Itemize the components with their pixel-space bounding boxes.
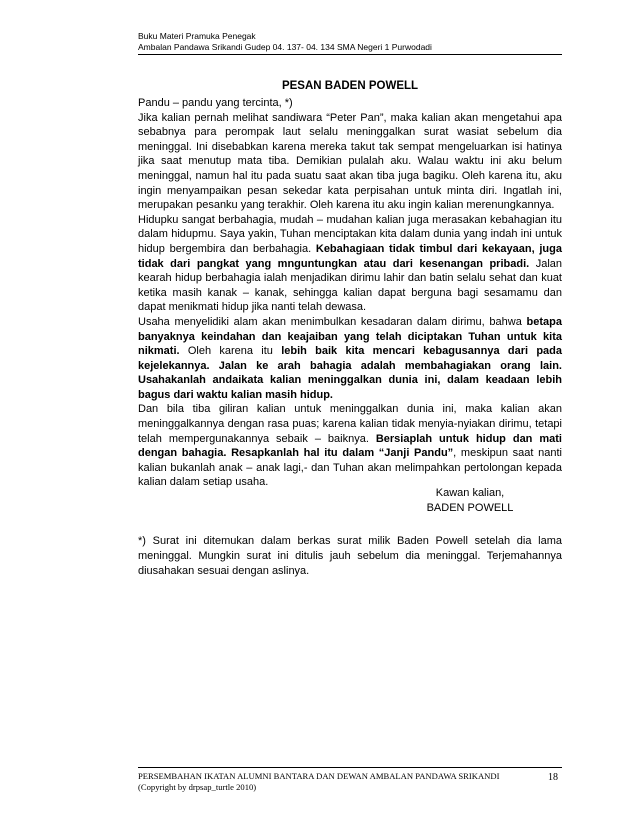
paragraph-2-text-c: Jalan kearah hidup berbahagia ialah menjadikan dirimu lahir dan batin selalu sehat dan kuat ketika masih kanak – kanak, sehingga kalian dapat berguna bagi sesamamu dan dapat menikmati hidup jika nanti telah dewasa.: [138, 257, 562, 314]
footer-publisher: PERSEMBAHAN IKATAN ALUMNI BANTARA DAN DEWAN AMBALAN PANDAWA SRIKANDI: [138, 771, 500, 781]
footnote: *) Surat ini ditemukan dalam berkas surat milik Baden Powell setelah dia lama meninggal. Mungkin surat ini ditulis jauh sebelum dia meninggal. Terjemahannya diusahakan sesuai dengan aslinya.: [138, 535, 562, 577]
footer-copyright: (Copyright by drpsap_turtle 2010): [138, 782, 257, 792]
header-subtitle: Ambalan Pandawa Srikandi Gudep 04. 137- 04. 134 SMA Negeri 1 Purwodadi: [138, 42, 562, 55]
paragraph-4-text-a: Dan bila tiba giliran kalian untuk meninggalkan dunia ini, maka kalian akan meninggalkannya dengan rasa puas; karena kalian tidak menyia-nyiakan dirimu, tetapi telah mempergunakannya sebaik – baiknya.: [138, 403, 562, 445]
paragraph-3: [138, 315, 562, 403]
paragraph-3-text-c: Oleh karena itu: [179, 345, 282, 358]
running-header: [138, 31, 562, 55]
header-book-title: Buku Materi Pramuka Penegak: [138, 31, 256, 41]
letter-body: [138, 96, 562, 490]
paragraph-3-bold-d: lebih baik kita mencari kebagusannya dari pada kejelekannya. Jalan ke arah bahagia adalah membahagiakan orang lain. Usahakanlah andaikata kalian meninggalkan dunia ini, dalam keadaan lebih bagus dari waktu kalian masih hidup.: [138, 345, 562, 401]
paragraph-3-bold-b: betapa banyaknya keindahan dan keajaiban yang telah diciptakan Tuhan untuk kita nikmati.: [138, 315, 562, 358]
paragraph-3-text-a: Usaha menyelidiki alam akan menimbulkan kesadaran dalam dirimu, bahwa: [138, 315, 527, 328]
salutation: Pandu – pandu yang tercinta, *): [138, 97, 293, 109]
paragraph-4-bold: Bersiaplah untuk hidup dan mati dengan bahagia. Resapkanlah hal itu dalam “Janji Pandu”: [138, 432, 562, 460]
paragraph-2: [138, 213, 562, 315]
paragraph-4-text-c: , meskipun saat nanti kalian bukanlah anak – anak lagi,- dan Tuhan akan melimpahkan pertolongan kepada kalian dalam setiap usaha.: [138, 447, 562, 489]
page-footer: [138, 767, 562, 793]
signature-name: BADEN POWELL: [426, 502, 514, 514]
paragraph-1: Jika kalian pernah melihat sandiwara “Peter Pan”, maka kalian akan mengetahui apa sebabnya para perompak laut selalu meninggalkan surat wasiat sebelum dia meninggal. Ini disebabkan karena mereka takut tak sempat mengeluarkan isi hatinya jika saat menutup mata tiba. Demikian pulalah aku. Walau waktu ini aku belum meninggal, namun hal itu pada suatu saat akan tiba juga bagiku. Oleh karena itu, aku ingin menyampaikan pesan sekedar kata perpisahan untuk minta diri. Ingatlah ini, merupakan pesanku yang terakhir. Oleh karena itu aku ingin kalian merenungkannya.: [138, 111, 562, 212]
page-title: PESAN BADEN POWELL: [281, 80, 419, 92]
paragraph-4: [138, 402, 562, 490]
page-number: 18: [548, 772, 558, 783]
signature-closing: Kawan kalian,: [435, 487, 505, 499]
paragraph-2-bold: Kebahagiaan tidak timbul dari kekayaan, juga tidak dari pangkat yang mnguntungkan atau dari kesenangan pribadi.: [138, 242, 562, 270]
paragraph-2-text-a: Hidupku sangat berbahagia, mudah – mudahan kalian juga merasakan kebahagian itu dalam hidupmu. Saya yakin, Tuhan menciptakan kita dalam dunia yang indah ini untuk hidup bergembira dan berbahagia.: [138, 213, 562, 255]
